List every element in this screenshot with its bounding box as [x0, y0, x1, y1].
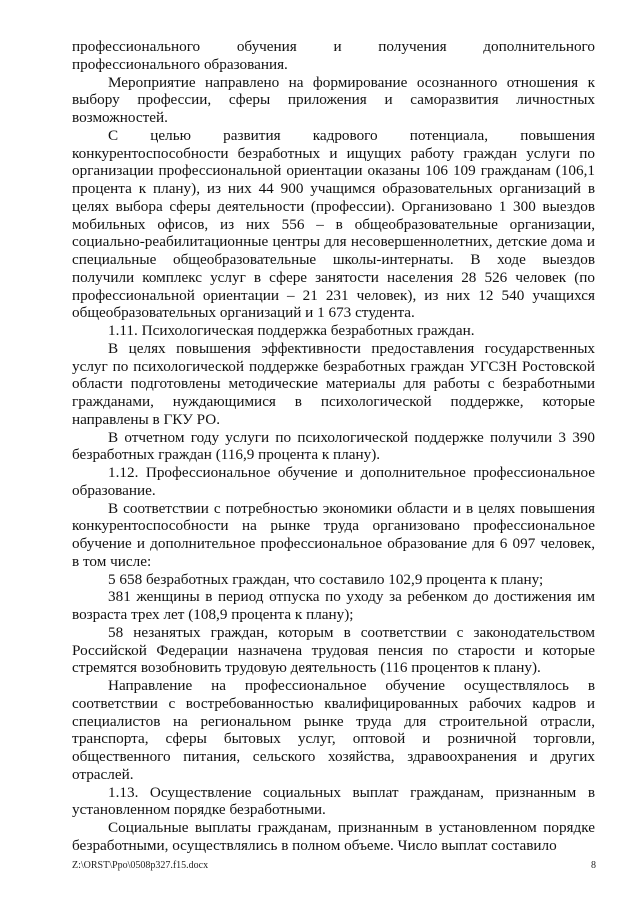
list-item-pensioners: 58 незанятых граждан, которым в соответствии с законодательством Российской Федерации назначена трудовая пенсия по старости и которые стремятся возобновить трудовую деятельность (116 процентов к плану).	[72, 623, 595, 677]
paragraph-career-guidance: С целью развития кадрового потенциала, повышения конкурентоспособности безработных и ищущих работу граждан услуги по организации профессиональной ориентации оказаны 106 109 гражданам (106,1 процента к плану), из них 44 900 учащимся образовательных организаций в целях выбора сферы деятельности (профессии). Организовано 1 300 выездов мобильных офисов, из них 556 – в общеобразовательные организации, социально-реабилитационные центры для несовершеннолетних, детские дома и специальные общеобразовательные школы-интернаты. В ходе выездов получили комплекс услуг в сфере занятости населения 28 526 человек (по профессиональной ориентации – 21 231 человек), из них 12 540 учащихся общеобразовательных организаций и 1 673 студента.	[72, 126, 595, 322]
paragraph-training-total: В соответствии с потребностью экономики области и в целях повышения конкурентоспособности на рынке труда организовано профессиональное обучение и дополнительное профессиональное образование для 6 097 человек, в том числе:	[72, 499, 595, 570]
list-item-women: 381 женщины в период отпуска по уходу за ребенком до достижения им возраста трех лет (108,9 процента к плану);	[72, 588, 595, 623]
section-heading-1-11: 1.11. Психологическая поддержка безработных граждан.	[108, 322, 475, 339]
footer-file-path: Z:\ORST\Ppo\0508p327.f15.docx	[72, 860, 209, 871]
paragraph-psych-support-stats: В отчетном году услуги по психологической поддержке получили 3 390 безработных граждан (116,9 процента к плану).	[72, 428, 595, 464]
page-number: 8	[591, 860, 596, 871]
section-heading-1-13: 1.13. Осуществление социальных выплат гражданам, признанным в установленном порядке безработными.	[72, 783, 595, 819]
body-text	[72, 38, 595, 855]
paragraph-methodical-materials: В целях повышения эффективности предоставления государственных услуг по психологической поддержке безработных граждан УГСЗН Ростовской области подготовлены методические материалы для работы с безработными гражданами, нуждающимися в психологической поддержке, которые направлены в ГКУ РО.	[72, 339, 595, 428]
section-heading-1-12: 1.12. Профессиональное обучение и дополнительное профессиональное образование.	[72, 464, 595, 499]
paragraph-training-directions: Направление на профессиональное обучение осуществлялось в соответствии с востребованностью квалифицированных рабочих кадров и специалистов на региональном рынке труда для строительной отрасли, транспорта, сферы бытовых услуг, оптовой и розничной торговли, общественного питания, сельского хозяйства, здравоохранения и других отраслей.	[72, 677, 595, 783]
paragraph-continuation: профессионального обучения и получения дополнительного профессионального образования.	[72, 38, 595, 73]
paragraph-social-payments: Социальные выплаты гражданам, признанным в установленном порядке безработными, осуществлялись в полном объеме. Число выплат составило	[72, 819, 595, 854]
list-item-unemployed: 5 658 безработных граждан, что составило 102,9 процента к плану;	[108, 570, 544, 588]
paragraph-goal: Мероприятие направлено на формирование осознанного отношения к выбору профессии, сферы приложения и саморазвития личностных возможностей.	[72, 73, 595, 126]
